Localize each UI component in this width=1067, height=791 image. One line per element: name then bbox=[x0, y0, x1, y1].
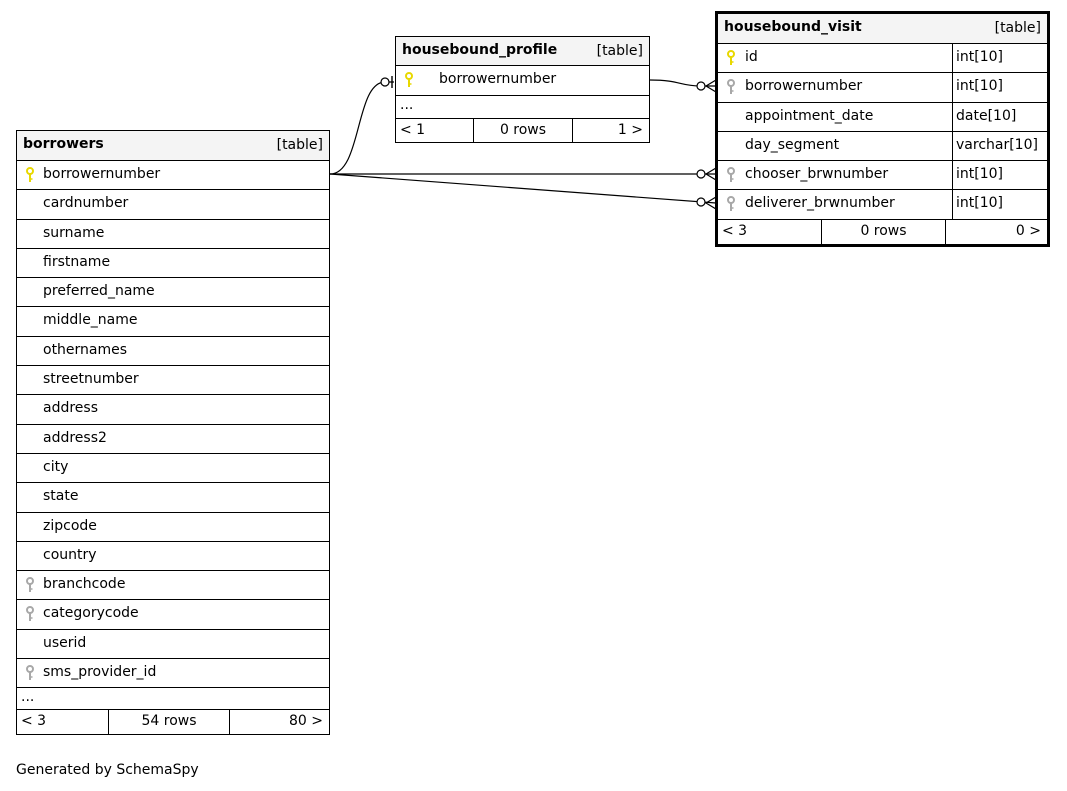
column-cell bbox=[17, 513, 329, 541]
column-name: appointment_date bbox=[745, 107, 874, 124]
table-header bbox=[718, 14, 1047, 44]
column-type-label: varchar[10] bbox=[956, 136, 1038, 153]
column-cell bbox=[17, 483, 329, 511]
column-name: chooser_brwnumber bbox=[745, 166, 889, 183]
children-count: 0 > bbox=[1015, 222, 1041, 239]
edge-profile-visit bbox=[650, 80, 716, 86]
table-name: borrowers bbox=[23, 136, 104, 152]
table-footer bbox=[17, 710, 329, 734]
column-cell bbox=[17, 307, 329, 335]
row-count bbox=[109, 710, 230, 734]
column-cell bbox=[17, 190, 329, 218]
table-kind: [table] bbox=[596, 43, 643, 59]
column-row[interactable] bbox=[17, 278, 329, 307]
column-cell bbox=[17, 630, 329, 658]
foreign-key-icon bbox=[25, 665, 35, 681]
primary-key-icon bbox=[404, 72, 414, 88]
edge-end-circle bbox=[697, 198, 705, 206]
edge-borrowers-deliverer bbox=[330, 174, 716, 203]
foreign-key-icon bbox=[25, 577, 35, 593]
row-count bbox=[822, 220, 946, 244]
column-name: userid bbox=[43, 634, 87, 651]
column-list bbox=[17, 161, 329, 688]
column-cell bbox=[17, 454, 329, 482]
parents-count: < 3 bbox=[722, 222, 748, 239]
column-type bbox=[952, 44, 1047, 72]
column-cell bbox=[718, 132, 952, 160]
column-name: othernames bbox=[43, 341, 128, 358]
column-type-label: int[10] bbox=[956, 49, 1003, 65]
column-name: address bbox=[43, 400, 99, 417]
foreign-key-icon bbox=[25, 606, 35, 622]
column-type-label: int[10] bbox=[956, 166, 1003, 183]
column-row[interactable] bbox=[718, 190, 1047, 219]
column-row[interactable] bbox=[17, 571, 329, 600]
column-row[interactable] bbox=[17, 630, 329, 659]
rows-label: 0 rows bbox=[499, 122, 547, 138]
column-cell bbox=[17, 600, 329, 628]
column-type bbox=[952, 161, 1047, 189]
rows-label: 54 rows bbox=[141, 713, 197, 730]
rows-label: 0 rows bbox=[860, 222, 907, 239]
column-name: state bbox=[43, 488, 79, 505]
column-name: city bbox=[43, 458, 69, 475]
children-link[interactable] bbox=[946, 220, 1047, 244]
column-cell bbox=[718, 161, 952, 189]
column-name: firstname bbox=[43, 253, 111, 270]
column-row[interactable] bbox=[17, 161, 329, 190]
foreign-key-icon bbox=[726, 196, 736, 212]
more-columns bbox=[17, 688, 329, 710]
column-row[interactable] bbox=[17, 307, 329, 336]
column-cell bbox=[17, 571, 329, 599]
edge-end-circle bbox=[697, 82, 705, 90]
table-header bbox=[17, 131, 329, 161]
column-type bbox=[952, 73, 1047, 101]
edge-borrowers-housebound-profile bbox=[330, 82, 394, 174]
children-link[interactable] bbox=[230, 710, 329, 734]
column-cell bbox=[17, 659, 329, 687]
table-footer bbox=[718, 220, 1047, 244]
column-row[interactable] bbox=[17, 513, 329, 542]
column-type-label: int[10] bbox=[956, 78, 1003, 95]
table-name: housebound_visit bbox=[724, 19, 862, 35]
table-footer bbox=[396, 119, 649, 142]
column-row[interactable] bbox=[17, 542, 329, 571]
column-name: surname bbox=[43, 224, 105, 241]
column-type bbox=[952, 190, 1047, 218]
column-name: country bbox=[43, 546, 97, 563]
column-row[interactable] bbox=[17, 395, 329, 424]
column-type-label: int[10] bbox=[956, 195, 1003, 212]
column-name: borrowernumber bbox=[745, 78, 863, 95]
column-cell bbox=[17, 161, 329, 189]
more-columns bbox=[396, 96, 649, 119]
column-row[interactable] bbox=[396, 66, 649, 96]
primary-key-icon bbox=[25, 167, 35, 183]
column-row[interactable] bbox=[718, 103, 1047, 132]
column-row[interactable] bbox=[17, 249, 329, 278]
column-cell bbox=[718, 103, 952, 131]
table-housebound-visit[interactable] bbox=[715, 11, 1050, 247]
column-cell bbox=[718, 44, 952, 72]
column-cell bbox=[396, 66, 649, 95]
row-count bbox=[474, 119, 573, 142]
table-kind: [table] bbox=[276, 137, 323, 153]
column-cell bbox=[17, 542, 329, 570]
column-name: id bbox=[745, 49, 758, 65]
table-borrowers[interactable] bbox=[16, 130, 330, 735]
parents-link[interactable] bbox=[718, 220, 822, 244]
column-row[interactable] bbox=[718, 73, 1047, 102]
column-name: middle_name bbox=[43, 312, 138, 329]
column-list bbox=[396, 66, 649, 96]
column-name: zipcode bbox=[43, 517, 97, 534]
column-row[interactable] bbox=[718, 161, 1047, 190]
column-list bbox=[718, 44, 1047, 220]
children-link[interactable] bbox=[573, 119, 649, 142]
column-name: preferred_name bbox=[43, 283, 155, 300]
edge-end-circle bbox=[381, 78, 389, 86]
column-cell bbox=[17, 220, 329, 248]
foreign-key-icon bbox=[726, 79, 736, 95]
column-type bbox=[952, 132, 1047, 160]
edge-end-circle bbox=[697, 170, 705, 178]
column-row[interactable] bbox=[17, 454, 329, 483]
table-housebound-profile[interactable] bbox=[395, 36, 650, 143]
column-row[interactable] bbox=[17, 337, 329, 366]
table-kind: [table] bbox=[994, 20, 1041, 36]
column-cell bbox=[17, 278, 329, 306]
ellipsis: ... bbox=[400, 97, 414, 113]
column-cell bbox=[17, 337, 329, 365]
ellipsis: ... bbox=[21, 689, 35, 706]
column-name: streetnumber bbox=[43, 371, 139, 388]
generator-credit: Generated by SchemaSpy bbox=[16, 762, 199, 778]
column-name: sms_provider_id bbox=[43, 664, 157, 681]
parents-link[interactable] bbox=[396, 119, 474, 142]
column-row[interactable] bbox=[17, 600, 329, 629]
foreign-key-icon bbox=[726, 167, 736, 183]
column-cell bbox=[17, 366, 329, 394]
column-type bbox=[952, 103, 1047, 131]
column-cell bbox=[17, 425, 329, 453]
column-cell bbox=[718, 190, 952, 218]
table-header bbox=[396, 37, 649, 66]
column-name: borrowernumber bbox=[439, 71, 557, 87]
parents-count: < 1 bbox=[400, 122, 426, 138]
column-cell bbox=[718, 73, 952, 101]
column-cell bbox=[17, 249, 329, 277]
table-name: housebound_profile bbox=[402, 42, 558, 58]
column-name: deliverer_brwnumber bbox=[745, 195, 895, 212]
primary-key-icon bbox=[726, 50, 736, 66]
column-row[interactable] bbox=[17, 659, 329, 688]
column-name: cardnumber bbox=[43, 195, 129, 212]
children-count: 80 > bbox=[289, 713, 323, 730]
column-row[interactable] bbox=[17, 190, 329, 219]
column-row[interactable] bbox=[17, 483, 329, 512]
column-name: categorycode bbox=[43, 605, 139, 622]
parents-link[interactable] bbox=[17, 710, 109, 734]
column-row[interactable] bbox=[17, 425, 329, 454]
column-type-label: date[10] bbox=[956, 107, 1017, 124]
column-row[interactable] bbox=[718, 132, 1047, 161]
column-row[interactable] bbox=[718, 44, 1047, 73]
parents-count: < 3 bbox=[21, 713, 47, 730]
column-row[interactable] bbox=[17, 220, 329, 249]
column-row[interactable] bbox=[17, 366, 329, 395]
column-name: borrowernumber bbox=[43, 166, 161, 182]
column-cell bbox=[17, 395, 329, 423]
column-name: day_segment bbox=[745, 136, 840, 153]
children-count: 1 > bbox=[617, 122, 643, 138]
column-name: branchcode bbox=[43, 576, 126, 593]
column-name: address2 bbox=[43, 429, 107, 446]
